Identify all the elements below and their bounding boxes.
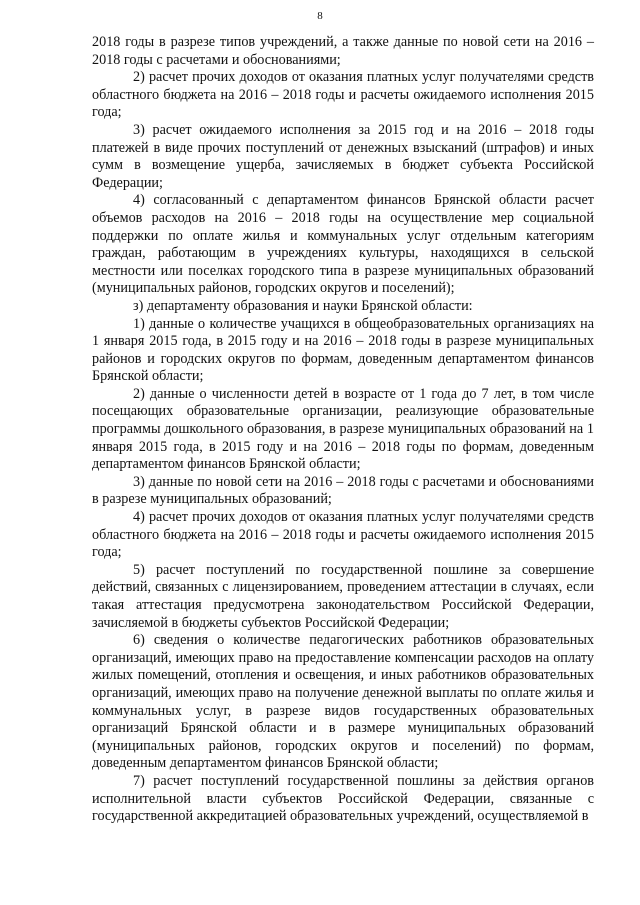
paragraph-item-3-penalties: 3) расчет ожидаемого исполнения за 2015 год и на 2016 – 2018 годы платежей в виде прочих поступлений от денежных взысканий (штрафов) и иных сумм в возмещение ущерба, зачисляемых в бюджет субъекта Российской Федерации; <box>92 121 594 191</box>
paragraph-edu-item-6-teachers: 6) сведения о количестве педагогических работников образовательных организаций, имеющих право на предоставление компенсации расходов на оплату жилых помещений, отопления и освещения, и иных работников образовательных организаций, имеющих право на получение денежной выплаты по оплате жилья и коммунальных услуг, в разрезе видов государственных образовательных организаций Брянской области и в размере муниципальных образований (муниципальных районов, городских округов и поселений) по формам, доведенным департаментом финансов Брянской области; <box>92 632 594 772</box>
paragraph-edu-item-7-accreditation: 7) расчет поступлений государственной пошлины за действия органов исполнительной власти субъектов Российской Федерации, связанные с государственной аккредитацией образовательных учреждений, осуществляемой в <box>92 772 594 825</box>
document-body <box>92 34 594 826</box>
paragraph-continuation: 2018 годы в разрезе типов учреждений, а также данные по новой сети на 2016 – 2018 годы с расчетами и обоснованиями; <box>92 34 594 68</box>
paragraph-edu-item-4-paid-services: 4) расчет прочих доходов от оказания платных услуг получателями средств областного бюджета на 2016 – 2018 годы и расчеты ожидаемого исполнения 2015 года; <box>92 509 594 561</box>
page-number: 8 <box>317 10 323 22</box>
paragraph-edu-item-3-new-network: 3) данные по новой сети на 2016 – 2018 годы с расчетами и обоснованиями в разрезе муниципальных образований; <box>92 473 594 508</box>
paragraph-section-z-education: з) департаменту образования и науки Брянской области: <box>133 297 473 314</box>
paragraph-edu-item-2-children: 2) данные о численности детей в возрасте от 1 года до 7 лет, в том числе посещающих образовательные организации, реализующие образовательные программы дошкольного образования, в разрезе муниципальных образований на 1 января 2015 года, в 2015 году и на 2016 – 2018 годы по формам, доведенным департаментом финансов Брянской области; <box>92 385 594 473</box>
paragraph-item-4-social-support: 4) согласованный с департаментом финансов Брянской области расчет объемов расходов на 2016 – 2018 годы на осуществление мер социальной поддержки по оплате жилья и коммунальных услуг отдельным категориям граждан, работающим в учреждениях культуры, находящихся в сельской местности или поселках городского типа в разрезе муниципальных образований (муниципальных районов, городских округов и поселений); <box>92 192 594 297</box>
paragraph-item-2-paid-services: 2) расчет прочих доходов от оказания платных услуг получателями средств областного бюджета на 2016 – 2018 годы и расчеты ожидаемого исполнения 2015 года; <box>92 69 594 121</box>
paragraph-edu-item-1-students: 1) данные о количестве учащихся в общеобразовательных организациях на 1 января 2015 года, в 2015 году и на 2016 – 2018 годы в разрезе муниципальных районов и городских округов по формам, доведенным департаментом финансов Брянской области; <box>92 315 594 385</box>
paragraph-edu-item-5-state-duty: 5) расчет поступлений по государственной пошлине за совершение действий, связанных с лицензированием, проведением аттестации в случаях, если такая аттестация предусмотрена законодательством Российской Федерации, зачисляемой в бюджеты субъектов Российской Федерации; <box>92 561 594 631</box>
